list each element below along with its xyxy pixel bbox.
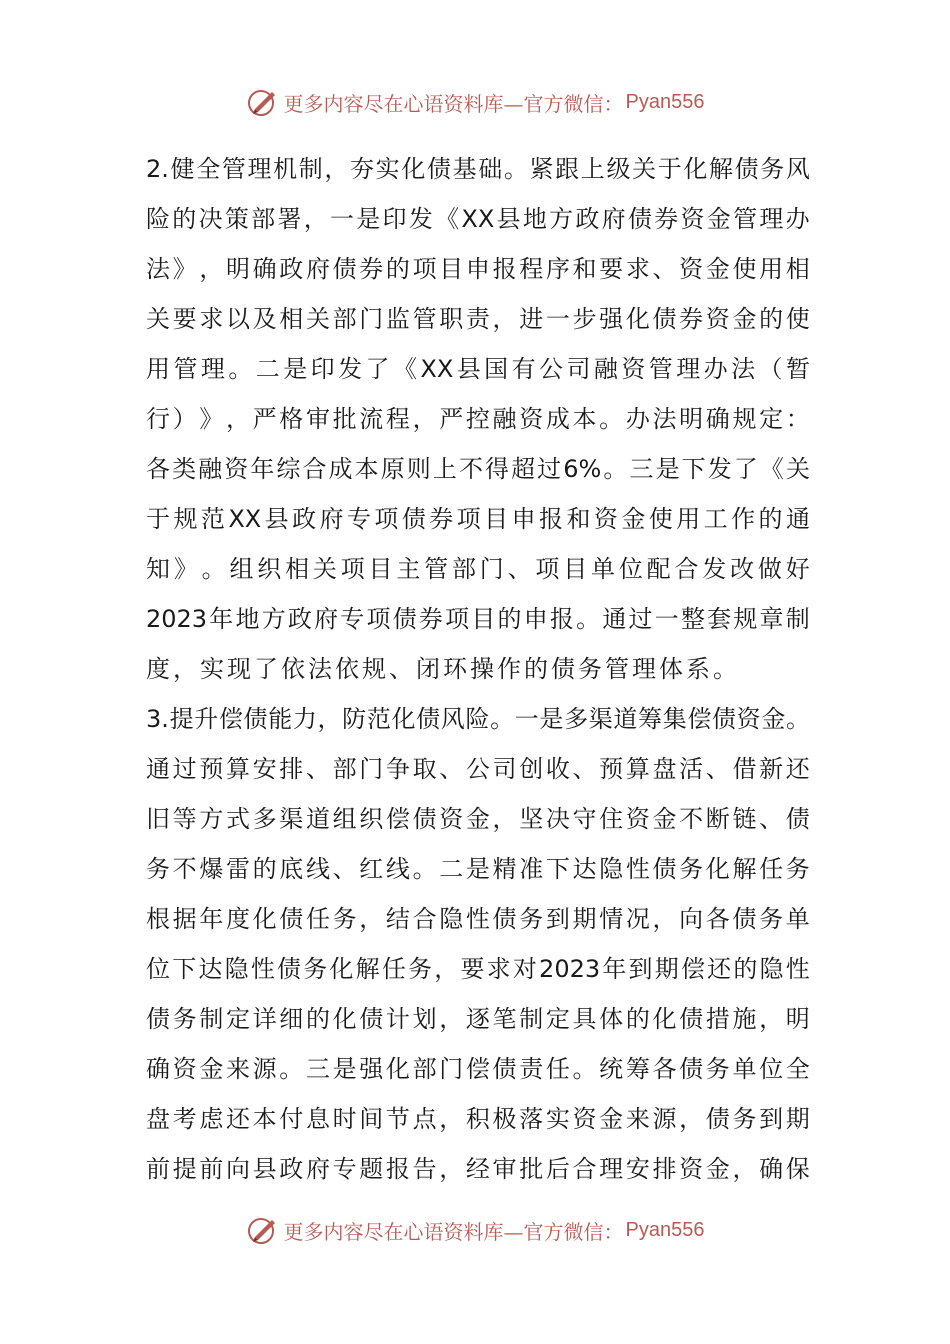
document-body xyxy=(146,144,810,1194)
watermark-text: 更多内容尽在心语资料库—官方微信： xyxy=(283,91,624,116)
text-line: 务 不 爆 雷 的 底 线 、 红 线 。 二 是 精 准 下 达 隐 性 债 务 化 解 任 务 xyxy=(146,855,810,883)
text-line: 盘 考 虑 还 本 付 息 时 间 节 点 ， 积 极 落 实 资 金 来 源 ， 债 务 到 期 xyxy=(146,1105,810,1133)
text-line: 债 务 制 定 详 细 的 化 债 计 划 ， 逐 笔 制 定 具 体 的 化 债 措 施 ， 明 xyxy=(146,1005,810,1033)
text-line: 知 》 。 组 织 相 关 项 目 主 管 部 门 、 项 目 单 位 配 合 发 改 做 好 xyxy=(146,555,810,583)
text-line: 法 》 ， 明 确 政 府 债 券 的 项 目 申 报 程 序 和 要 求 、 资 金 使 用 相 xyxy=(146,255,810,283)
text-line: 关 要 求 以 及 相 关 部 门 监 管 职 责 ， 进 一 步 强 化 债 券 资 金 的 使 xyxy=(146,305,810,333)
watermark-wechat-id: Pyan556 xyxy=(625,1218,705,1241)
watermark-bottom xyxy=(0,1210,950,1250)
text-line: 用 管 理 。 二 是 印 发 了 《 XX 县 国 有 公 司 融 资 管 理 办 法 （ 暂 xyxy=(146,355,810,383)
text-line: 度，实现了依法依规、闭环操作的债务管理体系。 xyxy=(146,655,740,683)
text-line: 前 提 前 向 县 政 府 专 题 报 告 ， 经 审 批 后 合 理 安 排 资 金 ， 确 保 xyxy=(146,1155,810,1183)
text-line: 通 过 预 算 安 排 、 部 门 争 取 、 公 司 创 收 、 预 算 盘 活 、 借 新 还 xyxy=(146,755,810,783)
pen-logo-icon xyxy=(246,85,280,119)
text-line: 2. 健 全 管 理 机 制 ， 夯 实 化 债 基 础 。 紧 跟 上 级 关 于 化 解 债 务 风 xyxy=(146,155,810,183)
text-line: 3. 提 升 偿 债 能 力 ， 防 范 化 债 风 险 。 一 是 多 渠 道 筹 集 偿 债 资 金 。 xyxy=(146,705,810,733)
pen-logo-icon xyxy=(246,1213,280,1247)
text-line: 确 资 金 来 源 。 三 是 强 化 部 门 偿 债 责 任 。 统 筹 各 债 务 单 位 全 xyxy=(146,1055,810,1083)
text-line: 于 规 范 XX 县 政 府 专 项 债 券 项 目 申 报 和 资 金 使 用 工 作 的 通 xyxy=(146,505,810,533)
watermark-top xyxy=(0,82,950,122)
text-line: 根 据 年 度 化 债 任 务 ， 结 合 隐 性 债 务 到 期 情 况 ， 向 各 债 务 单 xyxy=(146,905,810,933)
text-line: 旧 等 方 式 多 渠 道 组 织 偿 债 资 金 ， 坚 决 守 住 资 金 不 断 链 、 债 xyxy=(146,805,810,833)
text-line: 各 类 融 资 年 综 合 成 本 原 则 上 不 得 超 过 6% 。 三 是 下 发 了 《 关 xyxy=(146,455,810,483)
text-line: 险 的 决 策 部 署 ， 一 是 印 发 《 XX 县 地 方 政 府 债 券 资 金 管 理 办 xyxy=(146,205,810,233)
text-line: 2023 年 地 方 政 府 专 项 债 券 项 目 的 申 报 。 通 过 一 整 套 规 章 制 xyxy=(146,605,810,633)
watermark-text: 更多内容尽在心语资料库—官方微信： xyxy=(283,1219,624,1244)
text-line: 行 ） 》 ， 严 格 审 批 流 程 ， 严 控 融 资 成 本 。 办 法 明 确 规 定 ： xyxy=(146,405,810,433)
watermark-wechat-id: Pyan556 xyxy=(625,90,705,113)
text-line: 位 下 达 隐 性 债 务 化 解 任 务 ， 要 求 对 2023 年 到 期 偿 还 的 隐 性 xyxy=(146,955,810,983)
